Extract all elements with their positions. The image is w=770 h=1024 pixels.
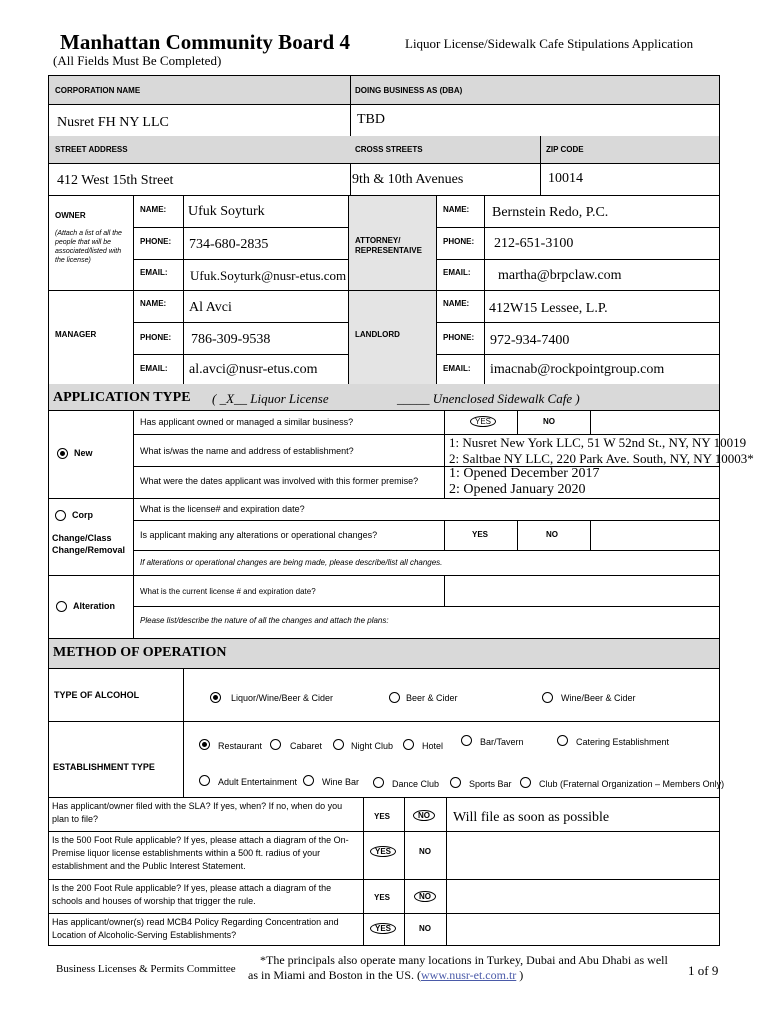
estab-sportsbar: Sports Bar bbox=[469, 779, 512, 789]
q-alterations: Is applicant making any alterations or operational changes? bbox=[140, 530, 378, 540]
estab-catering: Catering Establishment bbox=[576, 737, 670, 747]
owner-label: OWNER bbox=[55, 211, 86, 220]
sla-no-option[interactable]: NO bbox=[413, 810, 435, 821]
answer-dates-2[interactable]: 2: Opened January 2020 bbox=[449, 482, 586, 497]
dba-field[interactable]: TBD bbox=[357, 112, 385, 127]
q-describe-changes: If alterations or operational changes are being made, please describe/list all changes. bbox=[140, 558, 443, 567]
owner-name-field[interactable]: Ufuk Soyturk bbox=[188, 204, 265, 219]
sla-yes-option[interactable]: YES bbox=[374, 812, 391, 821]
manager-label: MANAGER bbox=[55, 330, 97, 339]
alcohol-opt-wine-radio[interactable] bbox=[542, 692, 553, 703]
attorney-phone-label: PHONE: bbox=[443, 237, 475, 246]
alteration-radio[interactable] bbox=[56, 601, 67, 612]
estab-club-radio[interactable] bbox=[520, 777, 531, 788]
estab-adult-radio[interactable] bbox=[199, 775, 210, 786]
rule500-no-option[interactable]: NO bbox=[419, 847, 431, 856]
alcohol-type-label: TYPE OF ALCOHOL bbox=[54, 690, 140, 700]
estab-sportsbar-radio[interactable] bbox=[450, 777, 461, 788]
similar-yes-option[interactable]: YES bbox=[470, 416, 496, 427]
manager-email-field[interactable]: al.avci@nusr-etus.com bbox=[189, 362, 318, 377]
answer-name-address-1[interactable]: 1: Nusret New York LLC, 51 W 52nd St., NY, NY 10019 bbox=[449, 435, 747, 450]
landlord-phone-label: PHONE: bbox=[443, 333, 475, 342]
owner-name-label: NAME: bbox=[140, 205, 167, 214]
form-title: Liquor License/Sidewalk Cafe Stipulations Application bbox=[405, 36, 694, 51]
manager-name-label: NAME: bbox=[140, 299, 167, 308]
sla-answer[interactable]: Will file as soon as possible bbox=[453, 810, 610, 825]
q-200-foot-rule: Is the 200 Foot Rule applicable? If yes, please attach a diagram of the schools and houses of worship that trigger the rule. bbox=[52, 883, 332, 906]
q-name-address: What is/was the name and address of establishment? bbox=[140, 446, 354, 456]
estab-bar-radio[interactable] bbox=[461, 735, 472, 746]
footer-committee: Business Licenses & Permits Committee bbox=[56, 963, 236, 975]
street-field[interactable]: 412 West 15th Street bbox=[57, 173, 174, 188]
owner-note: (Attach a list of all the people that will be associated/listed with the license) bbox=[55, 230, 122, 264]
alcohol-opt-beer: Beer & Cider bbox=[406, 693, 458, 703]
new-label: New bbox=[74, 448, 93, 458]
sidewalk-cafe-choice[interactable]: _____ Unenclosed Sidewalk Cafe ) bbox=[397, 391, 580, 406]
estab-danceclub: Dance Club bbox=[392, 779, 440, 789]
rule200-no-option[interactable]: NO bbox=[414, 891, 436, 902]
alcohol-opt-liquor-radio[interactable] bbox=[210, 692, 221, 703]
street-label: STREET ADDRESS bbox=[55, 145, 128, 154]
estab-nightclub: Night Club bbox=[351, 741, 394, 751]
manager-phone-label: PHONE: bbox=[140, 333, 172, 342]
attorney-phone-field[interactable]: 212-651-3100 bbox=[494, 236, 574, 251]
landlord-name-label: NAME: bbox=[443, 299, 470, 308]
owner-email-field[interactable]: Ufuk.Soyturk@nusr-etus.com bbox=[190, 268, 347, 283]
estab-winebar-radio[interactable] bbox=[303, 775, 314, 786]
footer-note-2: as in Miami and Boston in the US. ( bbox=[248, 968, 421, 982]
attorney-label: ATTORNEY/ REPRESENTAIVE bbox=[355, 236, 422, 255]
q-mcb4-policy: Has applicant/owner(s) read MCB4 Policy Regarding Concentration and Location of Alcoholic-Serving Establishments? bbox=[52, 917, 339, 940]
estab-winebar: Wine Bar bbox=[322, 777, 360, 787]
estab-catering-radio[interactable] bbox=[557, 735, 568, 746]
attorney-name-field[interactable]: Bernstein Redo, P.C. bbox=[492, 205, 609, 220]
answer-dates-1[interactable]: 1: Opened December 2017 bbox=[449, 466, 600, 481]
q-similar-business: Has applicant owned or managed a similar business? bbox=[140, 417, 354, 427]
policy-yes-option[interactable]: YES bbox=[370, 923, 396, 934]
policy-no-option[interactable]: NO bbox=[419, 924, 431, 933]
corp-name-field[interactable]: Nusret FH NY LLC bbox=[57, 115, 169, 130]
manager-name-field[interactable]: Al Avci bbox=[189, 300, 232, 315]
footer-note-2-line bbox=[248, 968, 523, 983]
q-license-expiration: What is the license# and expiration date? bbox=[140, 504, 305, 514]
footer-link[interactable]: www.nusr-et.com.tr bbox=[421, 968, 517, 982]
page-title: Manhattan Community Board 4 bbox=[60, 30, 350, 54]
fields-note: (All Fields Must Be Completed) bbox=[53, 53, 222, 68]
estab-restaurant-radio[interactable] bbox=[199, 739, 210, 750]
estab-adult: Adult Entertainment bbox=[218, 777, 298, 787]
similar-no-option[interactable]: NO bbox=[543, 417, 555, 426]
landlord-name-field[interactable]: 412W15 Lessee, L.P. bbox=[489, 301, 608, 316]
owner-phone-label: PHONE: bbox=[140, 237, 172, 246]
corp-name-label: CORPORATION NAME bbox=[55, 86, 141, 95]
answer-name-address-2[interactable]: 2: Saltbae NY LLC, 220 Park Ave. South, NY, NY 10003* bbox=[449, 451, 754, 466]
liquor-license-choice[interactable]: ( _X__ Liquor License bbox=[212, 391, 329, 406]
landlord-label: LANDLORD bbox=[355, 330, 400, 339]
attorney-email-label: EMAIL: bbox=[443, 268, 471, 277]
method-heading: METHOD OF OPERATION bbox=[53, 645, 227, 660]
alteration-label: Alteration bbox=[73, 601, 116, 611]
alterations-yes-option[interactable]: YES bbox=[472, 530, 489, 539]
owner-phone-field[interactable]: 734-680-2835 bbox=[189, 237, 269, 252]
estab-bar: Bar/Tavern bbox=[480, 737, 524, 747]
estab-restaurant: Restaurant bbox=[218, 741, 263, 751]
manager-email-label: EMAIL: bbox=[140, 364, 168, 373]
landlord-phone-field[interactable]: 972-934-7400 bbox=[490, 333, 570, 348]
landlord-email-label: EMAIL: bbox=[443, 364, 471, 373]
estab-cabaret: Cabaret bbox=[290, 741, 323, 751]
attorney-name-label: NAME: bbox=[443, 205, 470, 214]
manager-phone-field[interactable]: 786-309-9538 bbox=[191, 332, 271, 347]
q-current-license: What is the current license # and expiration date? bbox=[140, 587, 316, 596]
rule200-yes-option[interactable]: YES bbox=[374, 893, 391, 902]
q-sla-filed: Has applicant/owner filed with the SLA? If yes, when? If no, when do you plan to file? bbox=[52, 801, 343, 824]
alcohol-opt-beer-radio[interactable] bbox=[389, 692, 400, 703]
estab-nightclub-radio[interactable] bbox=[333, 739, 344, 750]
page-number: 1 of 9 bbox=[688, 963, 719, 978]
new-radio[interactable] bbox=[57, 448, 68, 459]
footer-note-3: ) bbox=[516, 968, 524, 982]
zip-field[interactable]: 10014 bbox=[548, 171, 583, 186]
zip-label: ZIP CODE bbox=[546, 145, 584, 154]
estab-club: Club (Fraternal Organization – Members Only) bbox=[539, 779, 725, 789]
establishment-type-label: ESTABLISHMENT TYPE bbox=[53, 762, 155, 772]
estab-hotel: Hotel bbox=[422, 741, 444, 751]
estab-cabaret-radio[interactable] bbox=[270, 739, 281, 750]
attorney-email-field[interactable]: martha@brpclaw.com bbox=[498, 268, 622, 283]
q-dates: What were the dates applicant was involved with this former premise? bbox=[140, 476, 419, 486]
q-changes-plans: Please list/describe the nature of all the changes and attach the plans: bbox=[140, 616, 389, 625]
alcohol-opt-liquor: Liquor/Wine/Beer & Cider bbox=[231, 693, 334, 703]
alterations-no-option[interactable]: NO bbox=[546, 530, 558, 539]
corp-radio[interactable] bbox=[55, 510, 66, 521]
change-class-label: Change/Class Change/Removal bbox=[52, 533, 126, 555]
owner-email-label: EMAIL: bbox=[140, 268, 168, 277]
cross-streets-label: CROSS STREETS bbox=[355, 145, 423, 154]
application-type-heading: APPLICATION TYPE bbox=[53, 390, 191, 405]
footer-note-1: *The principals also operate many locations in Turkey, Dubai and Abu Dhabi as well bbox=[260, 953, 668, 967]
q-500-foot-rule: Is the 500 Foot Rule applicable? If yes, please attach a diagram of the On-Premise liquor license establishments within a 500 ft. radius of your establishment and the Public Interest Statement. bbox=[52, 835, 349, 871]
dba-label: DOING BUSINESS AS (DBA) bbox=[355, 86, 463, 95]
cross-streets-field[interactable]: 9th & 10th Avenues bbox=[352, 172, 464, 187]
estab-hotel-radio[interactable] bbox=[403, 739, 414, 750]
alcohol-opt-wine: Wine/Beer & Cider bbox=[561, 693, 636, 703]
estab-danceclub-radio[interactable] bbox=[373, 777, 384, 788]
landlord-email-field[interactable]: imacnab@rockpointgroup.com bbox=[490, 362, 665, 377]
rule500-yes-option[interactable]: YES bbox=[370, 846, 396, 857]
corp-label: Corp bbox=[72, 510, 93, 520]
